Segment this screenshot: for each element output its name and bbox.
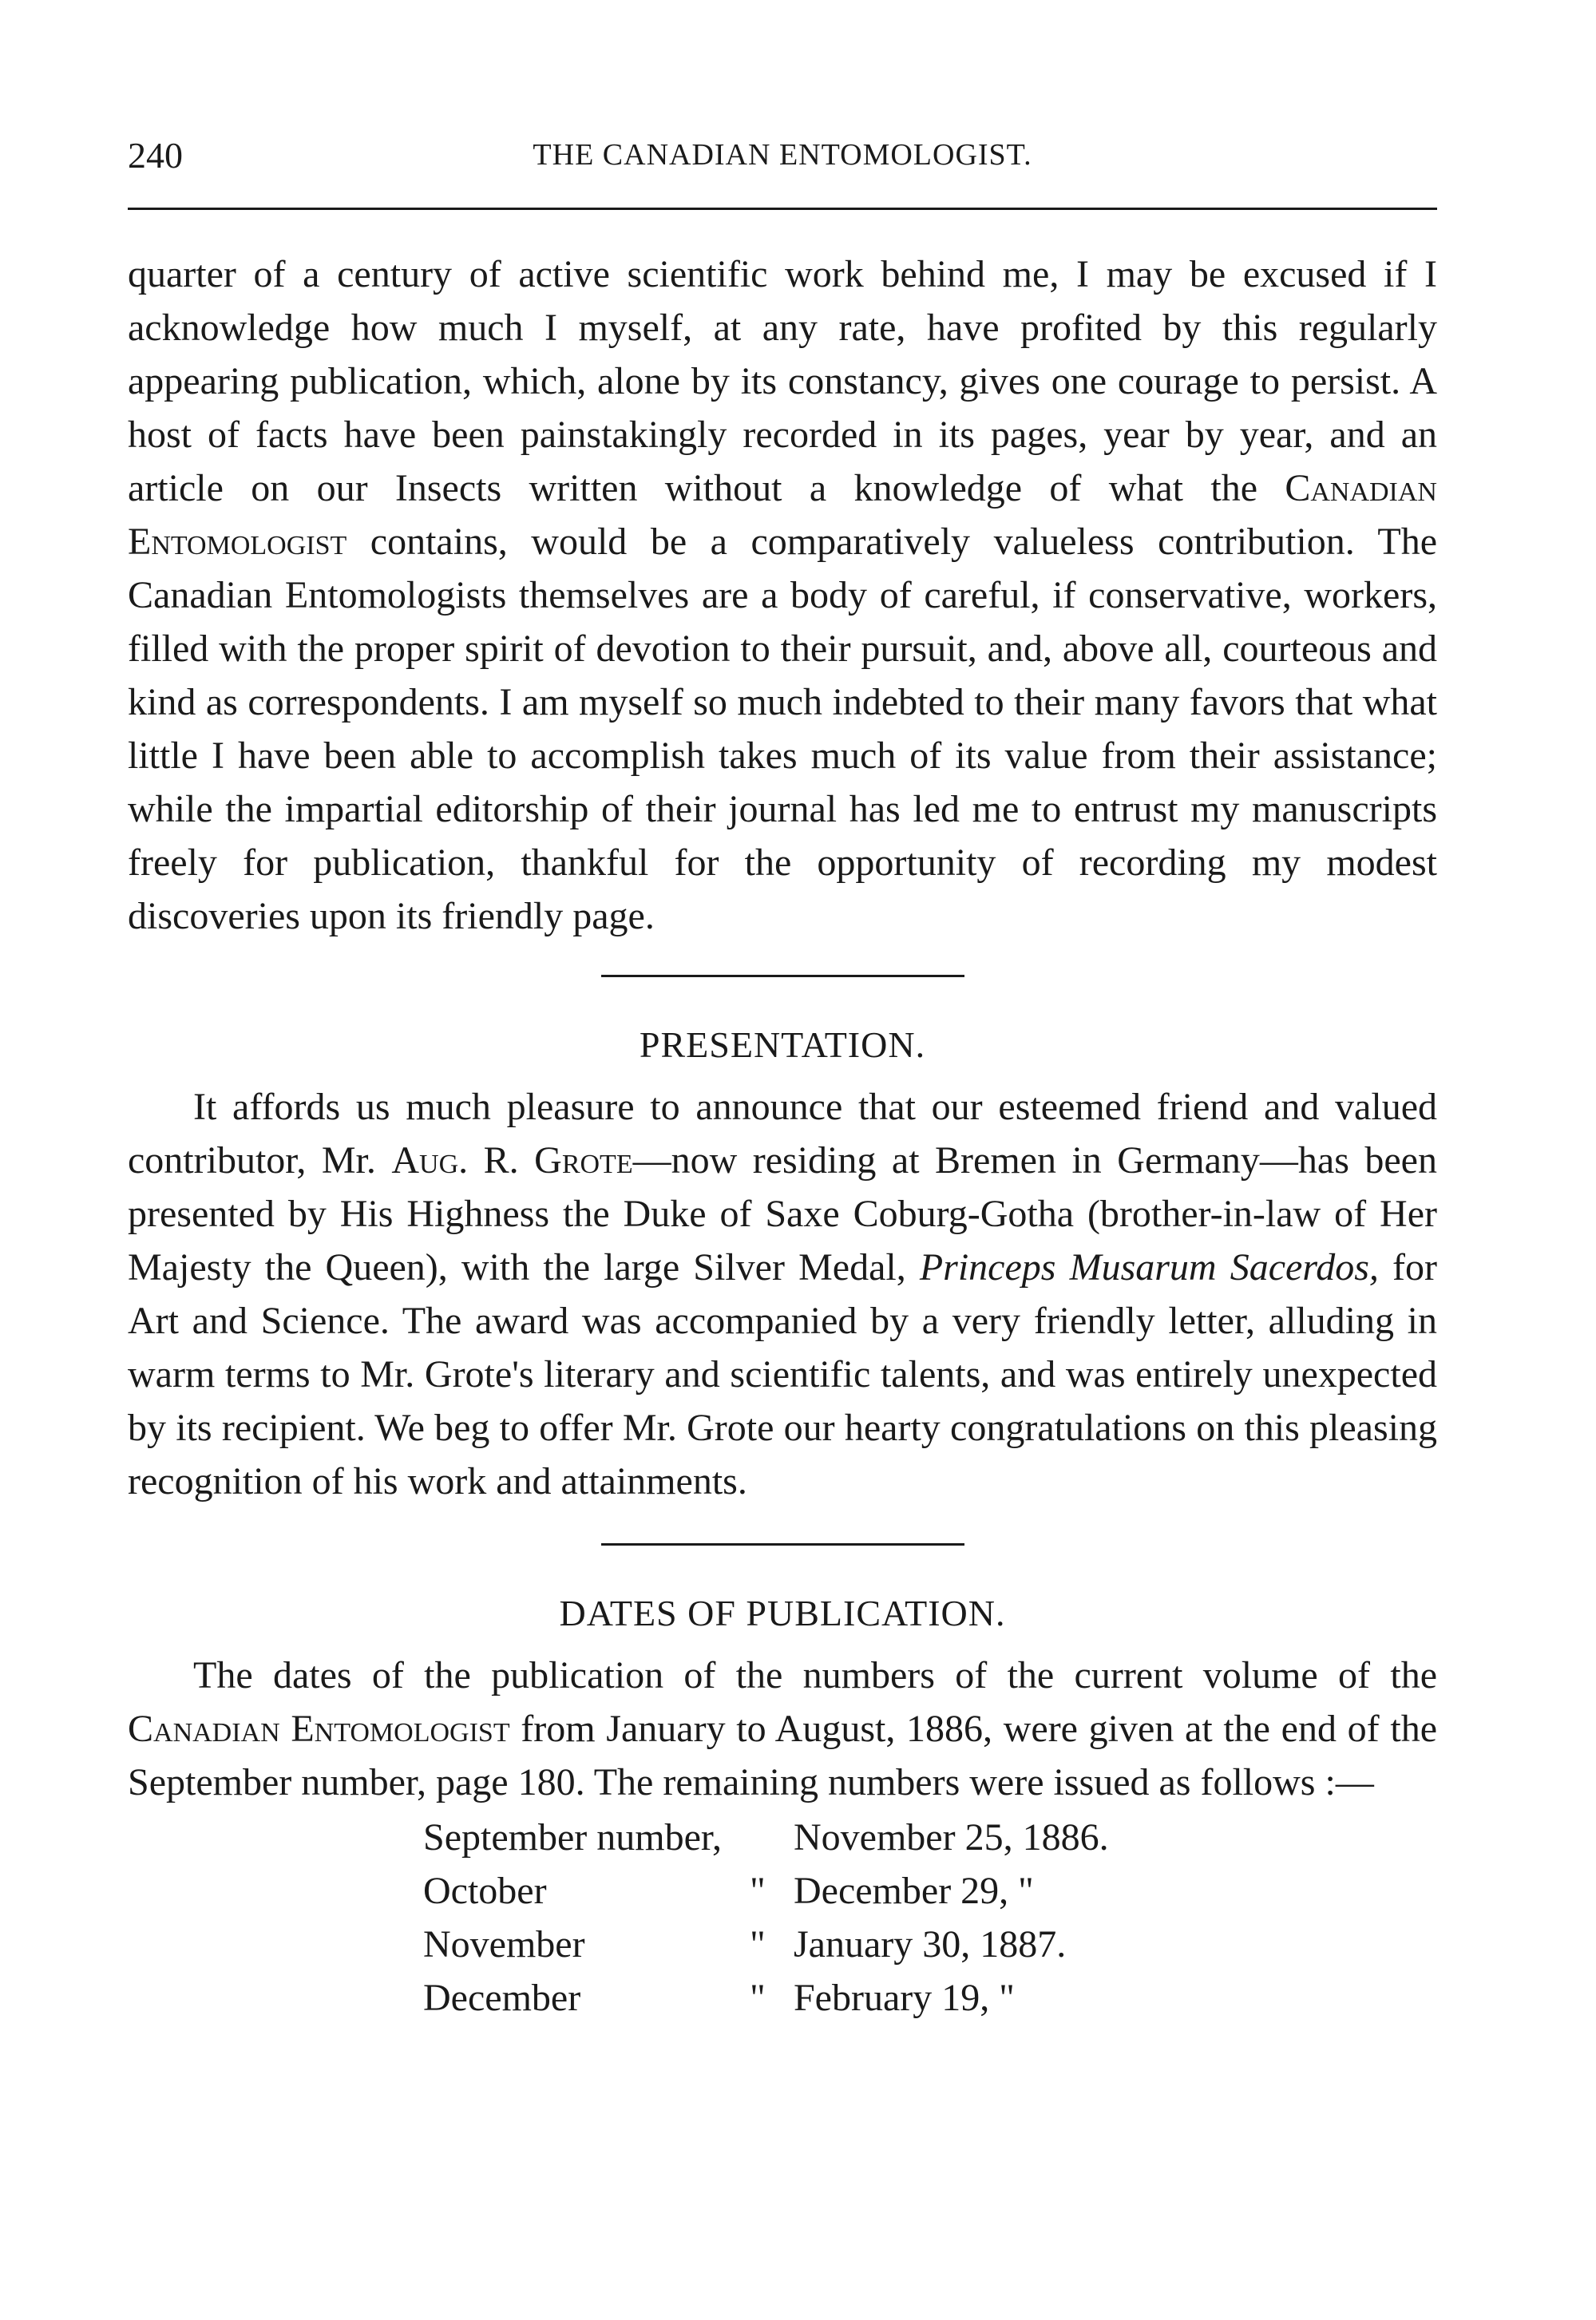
page-body <box>128 247 1437 2025</box>
running-title: THE CANADIAN ENTOMOLOGIST. <box>533 138 1032 172</box>
grote-name: Aug. R. Grote <box>391 1139 633 1182</box>
dates-date: February 19, " <box>793 1977 1015 2019</box>
dates-month: November <box>423 1923 585 1966</box>
medal-name: Princeps Musarum Sacerdos, <box>919 1246 1379 1289</box>
dates-row <box>423 1811 1109 1864</box>
dates-table <box>423 1811 1109 2025</box>
presentation-text-part3: for Art and Science. The award was accompanied by a very friendly letter, alluding in warm terms to Mr. Grote's literary and scientific talents, and was entirely unexpected by its recipient. We beg to offer Mr. Grote our hearty congratulations on this pleasing recognition of his work and attainments. <box>128 1246 1438 1502</box>
journal-name: Canadian Entomologist <box>128 467 1437 563</box>
dates-month: October <box>423 1870 547 1912</box>
dates-row <box>423 1864 1109 1918</box>
dates-text-part2: from January to August, 1886, were given at the end of the September number, page 180. The remaining numbers were issued as follows :— <box>128 1708 1438 1803</box>
dates-date: December 29, " <box>793 1870 1034 1912</box>
dates-month: December <box>423 1977 581 2019</box>
page-header <box>128 128 1437 184</box>
dates-month: September number, <box>423 1816 722 1859</box>
dates-date: November 25, 1886. <box>793 1816 1109 1859</box>
dates-ditto: " <box>750 1977 766 2019</box>
dates-row <box>423 1918 1109 1971</box>
dates-ditto: " <box>750 1870 766 1912</box>
section-separator <box>601 1543 964 1546</box>
presentation-text-part1: It affords us much pleasure to announce that our esteemed friend and valued contributor, Mr. <box>128 1086 1437 1182</box>
dates-date: January 30, 1887. <box>793 1923 1067 1966</box>
intro-text-part2: contains, would be a comparatively valueless contribution. The Canadian Entomologists themselves are a body of careful, if conservative, workers, filled with the proper spirit of devotion to their pursuit, and, above all, courteous and kind as correspondents. I am myself so much indebted to their many favors that what little I have been able to accomplish takes much of its value from their assistance; while the impartial editorship of their journal has led me to entrust my manuscripts freely for publication, thankful for the opportunity of recording my modest discoveries upon its friendly page. <box>128 521 1437 937</box>
intro-text-part1: quarter of a century of active scientific work behind me, I may be excused if I acknowledge how much I myself, at any rate, have profited by this regularly appearing publication, which, alone by its constancy, gives one courage to persist. A host of facts have been painstakingly recorded in its pages, year by year, and an article on our Insects written without a knowledge of what the <box>128 253 1437 509</box>
dates-text-part1: The dates of the publication of the numbers of the current volume of the <box>193 1654 1437 1696</box>
dates-row <box>423 1971 1109 2025</box>
intro-paragraph <box>128 247 1437 943</box>
dates-ditto: " <box>750 1923 766 1966</box>
presentation-paragraph <box>128 1080 1437 1508</box>
journal-page <box>128 128 1438 2019</box>
section-separator <box>601 975 964 977</box>
dates-paragraph <box>128 1649 1437 1809</box>
header-rule <box>128 208 1437 210</box>
journal-name: Canadian Entomologist <box>128 1708 510 1750</box>
dates-heading: DATES OF PUBLICATION. <box>559 1593 1006 1633</box>
dates-ditto <box>722 1811 794 1864</box>
page-number: 240 <box>128 135 183 176</box>
presentation-text-part2: —now residing at Bremen in Germany—has been presented by His Highness the Duke of Saxe Coburg-Gotha (brother-in-law of Her Majesty the Queen), with the large Silver Medal, <box>128 1139 1437 1289</box>
presentation-heading: PRESENTATION. <box>639 1024 926 1065</box>
